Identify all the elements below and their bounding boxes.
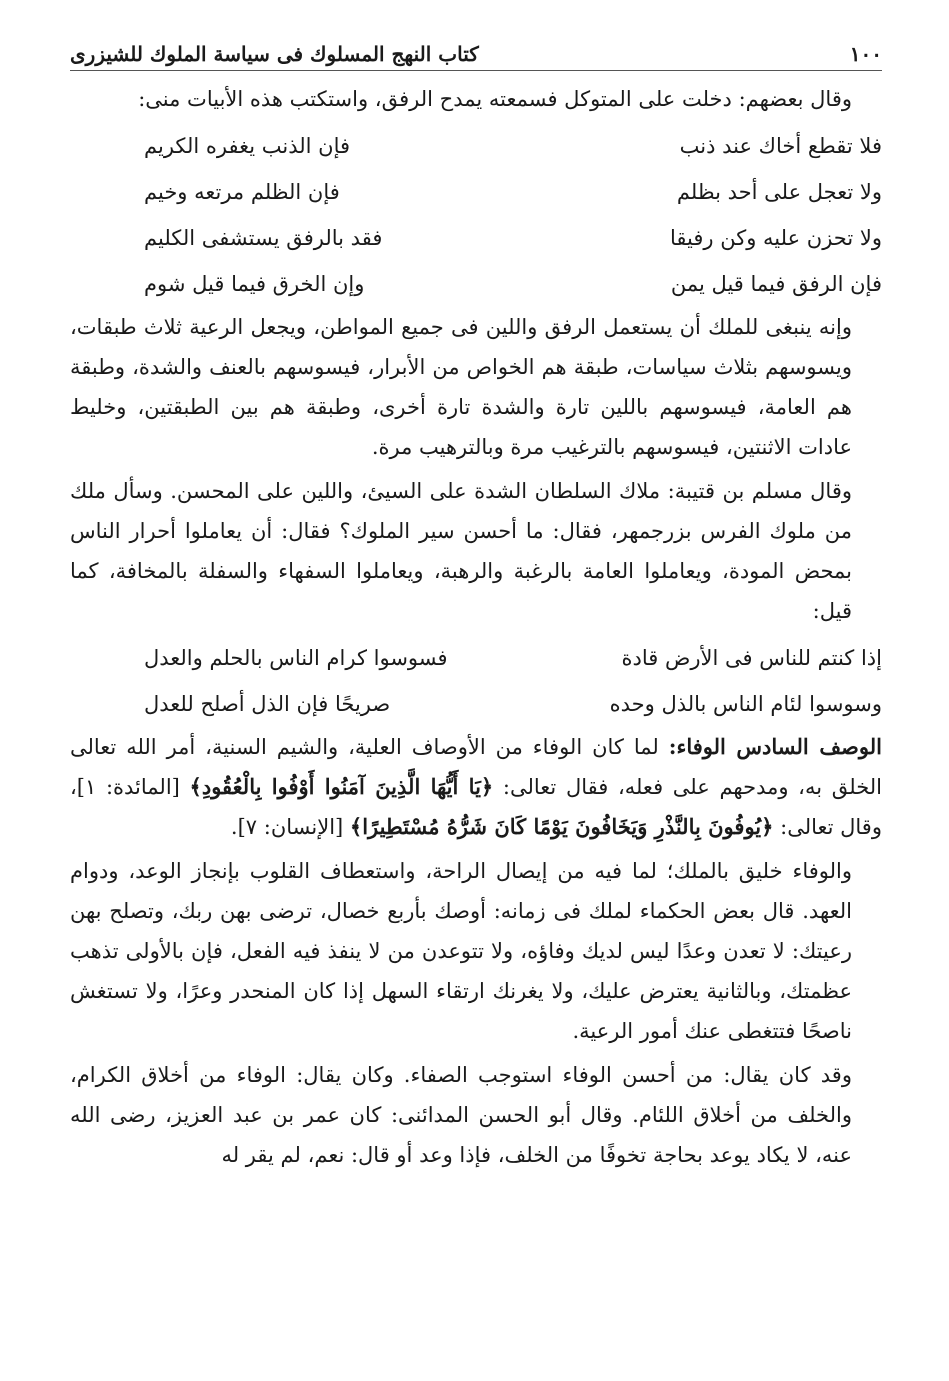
verse-second-hemistich: فإن الظلم مرتعه وخيم (144, 180, 340, 204)
paragraph-intro: وقال بعضهم: دخلت على المتوكل فسمعته يمدح الرفق، واستكتب هذه الأبيات منى: (138, 87, 852, 111)
paragraph-umar: وقد كان يقال: من أحسن الوفاء استوجب الصفاء. وكان يقال: الوفاء من أخلاق الكرام، والخلف من أخلاق اللئام. وقال أبو الحسن المدائنى: كان عمر بن عبد العزيز، رضى الله عنه، لا يكاد يوعد بحاجة تخوفًا من الخلف، فإذا وعد أو قال: نعم، لم يقر له (70, 1063, 852, 1167)
quran-quote: ﴿يَا أَيُّهَا الَّذِينَ آمَنُوا أَوْفُوا بِالْعُقُودِ﴾ (189, 774, 494, 799)
verse-line (70, 215, 882, 261)
verse-first-hemistich: ولا تعجل على أحد بظلم (676, 180, 882, 204)
verse-line (70, 261, 882, 307)
page-number: ١٠٠ (849, 42, 882, 66)
citation: [المائدة: ١]، وقال تعالى: (70, 775, 882, 839)
verse-second-hemistich: فإن الذنب يغفره الكريم (144, 134, 351, 158)
page-header (70, 40, 882, 71)
section-heading: الوصف السادس الوفاء: (668, 734, 882, 759)
verse-line (70, 635, 882, 681)
paragraph-loyalty (70, 727, 882, 847)
paragraph-loyalty-king: والوفاء خليق بالملك؛ لما فيه من إيصال الراحة، واستعطاف القلوب بإنجاز الوعد، ودوام العهد. قال بعض الحكماء لملك فى زمانه: أوصك بأربع خصال، ترضى بهن ربك، وتصلح بهن رعيتك: لا تعدن وعدًا ليس لديك وفاؤه، ولا تتوعدن من لا ينفذ فيه الفعل، فإن بالأولى تذهب عظمتك، وبالثانية يعترض عليك، ولا يغرنك ارتقاء السهل إذا كان المنحدر وعرًا، ولا تستغش ناصحًا فتتغطى عنك أمور الرعية. (70, 859, 852, 1043)
verse-second-hemistich: وإن الخرق فيما قيل شوم (144, 272, 365, 296)
body-text: لما كان الوفاء من الأوصاف العلية، والشيم السنية، أمر الله تعالى الخلق به، ومدحهم على فعله، فقال تعالى: (70, 735, 882, 799)
verse-second-hemistich: فسوسوا كرام الناس بالحلم والعدل (144, 646, 448, 670)
verse-second-hemistich: صريحًا فإن الذل أصلح للعدل (144, 692, 391, 716)
running-title: كتاب النهج المسلوك فى سياسة الملوك للشيزرى (70, 42, 479, 66)
paragraph-subjects: وإنه ينبغى للملك أن يستعمل الرفق واللين فى جميع المواطن، ويجعل الرعية ثلاث طبقات، ويسوسهم بثلاث سياسات، طبقة هم الخواص من الأبرار، فيسوسهم بالعنف والشدة، وطبقة هم العامة، فيسوسهم باللين تارة والشدة تارة أخرى، وطبقة هم بين الطبقتين، وخليط عادات الاثنتين، فيسوسهم بالترغيب مرة وبالترهيب مرة. (70, 315, 852, 459)
book-page (70, 40, 882, 1179)
verse-first-hemistich: فإن الرفق فيما قيل يمن (670, 272, 882, 296)
poem-block-2 (70, 635, 882, 727)
verse-first-hemistich: إذا كنتم للناس فى الأرض قادة (621, 646, 882, 670)
verse-line (70, 169, 882, 215)
quran-quote: ﴿يُوفُونَ بِالنَّذْرِ وَيَخَافُونَ يَوْمًا كَانَ شَرُّهُ مُسْتَطِيرًا﴾ (349, 814, 774, 839)
verse-line (70, 123, 882, 169)
citation: [الإنسان: ٧]. (230, 815, 350, 839)
paragraph-muslim-ibn-qutaiba: وقال مسلم بن قتيبة: ملاك السلطان الشدة على السيئ، واللين على المحسن. وسأل ملك من ملوك الفرس بزرجمهر، فقال: ما أحسن سير الملوك؟ فقال: أن يعاملوا أحرار الناس بمحض المودة، ويعاملوا العامة بالرغبة والرهبة، ويعاملوا السفهاء والسفلة بالمخافة، كما قيل: (70, 479, 852, 623)
verse-first-hemistich: فلا تقطع أخاك عند ذنب (679, 134, 882, 158)
verse-first-hemistich: ولا تحزن عليه وكن رفيقا (670, 226, 882, 250)
verse-first-hemistich: وسوسوا لئام الناس بالذل وحده (609, 692, 882, 716)
verse-line (70, 681, 882, 727)
poem-block-1 (70, 123, 882, 307)
verse-second-hemistich: فقد بالرفق يستشفى الكليم (144, 226, 383, 250)
